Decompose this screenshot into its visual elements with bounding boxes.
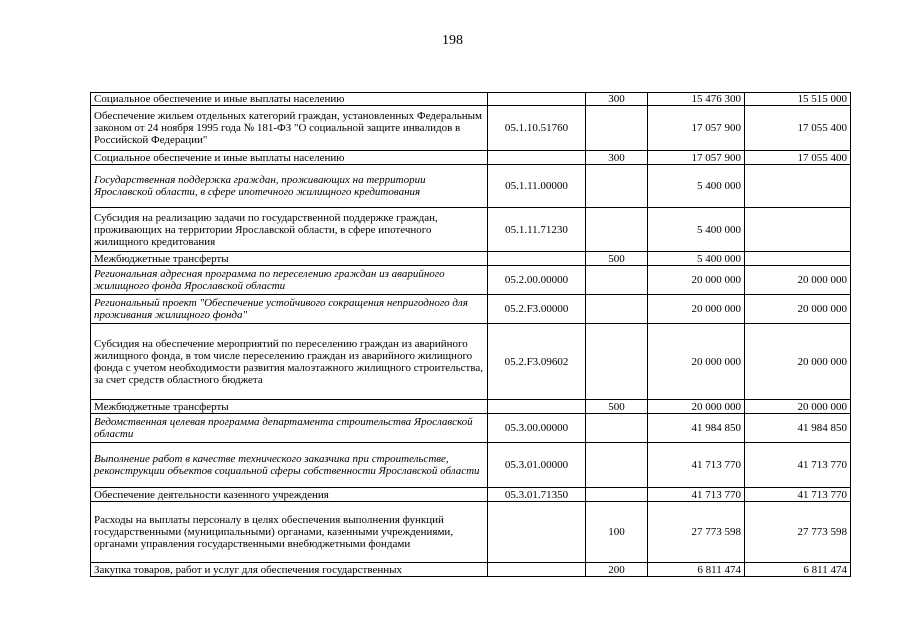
row-code-cell: 05.2.00.00000 bbox=[488, 266, 586, 295]
table-row bbox=[91, 414, 851, 443]
table-row bbox=[91, 400, 851, 414]
row-expense-type-cell: 100 bbox=[586, 502, 648, 563]
row-code-cell bbox=[488, 93, 586, 106]
row-amount-year2-cell: 20 000 000 bbox=[745, 324, 851, 400]
row-code-cell: 05.1.11.00000 bbox=[488, 165, 586, 208]
row-amount-year1-cell: 17 057 900 bbox=[648, 106, 745, 151]
table-row bbox=[91, 93, 851, 106]
row-code-cell: 05.3.00.00000 bbox=[488, 414, 586, 443]
row-name-cell: Выполнение работ в качестве технического заказчика при строительстве, реконструкции объектов социальной сферы собственности Ярославской области bbox=[91, 443, 488, 488]
table-row bbox=[91, 324, 851, 400]
table-row bbox=[91, 208, 851, 252]
row-expense-type-cell: 300 bbox=[586, 93, 648, 106]
row-amount-year2-cell bbox=[745, 165, 851, 208]
row-name-cell: Межбюджетные трансферты bbox=[91, 252, 488, 266]
table-row bbox=[91, 443, 851, 488]
table-row bbox=[91, 106, 851, 151]
row-code-cell bbox=[488, 400, 586, 414]
row-expense-type-cell bbox=[586, 295, 648, 324]
table-row bbox=[91, 266, 851, 295]
row-name-cell: Обеспечение деятельности казенного учреждения bbox=[91, 488, 488, 502]
row-expense-type-cell bbox=[586, 266, 648, 295]
row-amount-year2-cell: 20 000 000 bbox=[745, 295, 851, 324]
budget-table bbox=[90, 92, 851, 577]
row-code-cell: 05.1.10.51760 bbox=[488, 106, 586, 151]
row-expense-type-cell bbox=[586, 488, 648, 502]
row-amount-year1-cell: 20 000 000 bbox=[648, 400, 745, 414]
row-amount-year1-cell: 20 000 000 bbox=[648, 266, 745, 295]
row-expense-type-cell bbox=[586, 208, 648, 252]
row-amount-year2-cell bbox=[745, 252, 851, 266]
row-name-cell: Субсидия на реализацию задачи по государственной поддержке граждан, проживающих на территории Ярославской области, в сфере ипотечного жилищного кредитования bbox=[91, 208, 488, 252]
row-expense-type-cell: 300 bbox=[586, 151, 648, 165]
row-code-cell bbox=[488, 252, 586, 266]
row-name-cell: Региональный проект "Обеспечение устойчивого сокращения непригодного для проживания жилищного фонда" bbox=[91, 295, 488, 324]
table-row bbox=[91, 563, 851, 577]
row-code-cell: 05.2.F3.00000 bbox=[488, 295, 586, 324]
row-name-cell: Закупка товаров, работ и услуг для обеспечения государственных bbox=[91, 563, 488, 577]
row-name-cell: Социальное обеспечение и иные выплаты населению bbox=[91, 151, 488, 165]
row-amount-year1-cell: 5 400 000 bbox=[648, 165, 745, 208]
row-expense-type-cell bbox=[586, 324, 648, 400]
row-expense-type-cell: 500 bbox=[586, 252, 648, 266]
row-amount-year1-cell: 41 713 770 bbox=[648, 443, 745, 488]
row-name-cell: Ведомственная целевая программа департамента строительства Ярославской области bbox=[91, 414, 488, 443]
row-code-cell: 05.1.11.71230 bbox=[488, 208, 586, 252]
row-amount-year2-cell: 6 811 474 bbox=[745, 563, 851, 577]
row-expense-type-cell bbox=[586, 106, 648, 151]
table-row bbox=[91, 151, 851, 165]
row-name-cell: Государственная поддержка граждан, проживающих на территории Ярославской области, в сфере ипотечного жилищного кредитования bbox=[91, 165, 488, 208]
row-amount-year1-cell: 41 713 770 bbox=[648, 488, 745, 502]
row-amount-year1-cell: 5 400 000 bbox=[648, 208, 745, 252]
row-amount-year1-cell: 41 984 850 bbox=[648, 414, 745, 443]
row-amount-year1-cell: 20 000 000 bbox=[648, 295, 745, 324]
table-row bbox=[91, 488, 851, 502]
row-amount-year2-cell: 20 000 000 bbox=[745, 266, 851, 295]
row-amount-year2-cell: 20 000 000 bbox=[745, 400, 851, 414]
row-expense-type-cell: 500 bbox=[586, 400, 648, 414]
row-expense-type-cell: 200 bbox=[586, 563, 648, 577]
row-code-cell bbox=[488, 563, 586, 577]
row-expense-type-cell bbox=[586, 165, 648, 208]
row-name-cell: Региональная адресная программа по переселению граждан из аварийного жилищного фонда Ярославской области bbox=[91, 266, 488, 295]
row-amount-year2-cell: 17 055 400 bbox=[745, 106, 851, 151]
row-name-cell: Субсидия на обеспечение мероприятий по переселению граждан из аварийного жилищного фонда, в том числе переселению граждан из аварийного жилищного фонда с учетом необходимости развития малоэтажного жилищного строительства, за счет средств областного бюджета bbox=[91, 324, 488, 400]
row-code-cell bbox=[488, 502, 586, 563]
budget-table-body bbox=[91, 93, 851, 577]
row-name-cell: Социальное обеспечение и иные выплаты населению bbox=[91, 93, 488, 106]
row-amount-year2-cell: 27 773 598 bbox=[745, 502, 851, 563]
row-code-cell: 05.2.F3.09602 bbox=[488, 324, 586, 400]
row-amount-year2-cell: 41 984 850 bbox=[745, 414, 851, 443]
row-amount-year2-cell: 17 055 400 bbox=[745, 151, 851, 165]
row-amount-year2-cell: 41 713 770 bbox=[745, 488, 851, 502]
row-name-cell: Межбюджетные трансферты bbox=[91, 400, 488, 414]
row-amount-year1-cell: 6 811 474 bbox=[648, 563, 745, 577]
table-row bbox=[91, 252, 851, 266]
row-amount-year1-cell: 27 773 598 bbox=[648, 502, 745, 563]
row-name-cell: Расходы на выплаты персоналу в целях обеспечения выполнения функций государственными (муниципальными) органами, казенными учреждениями, органами управления государственными внебюджетными фондами bbox=[91, 502, 488, 563]
table-row bbox=[91, 502, 851, 563]
row-code-cell: 05.3.01.00000 bbox=[488, 443, 586, 488]
row-amount-year1-cell: 20 000 000 bbox=[648, 324, 745, 400]
row-code-cell: 05.3.01.71350 bbox=[488, 488, 586, 502]
row-expense-type-cell bbox=[586, 414, 648, 443]
row-amount-year2-cell: 15 515 000 bbox=[745, 93, 851, 106]
row-amount-year2-cell: 41 713 770 bbox=[745, 443, 851, 488]
row-amount-year2-cell bbox=[745, 208, 851, 252]
row-amount-year1-cell: 5 400 000 bbox=[648, 252, 745, 266]
row-code-cell bbox=[488, 151, 586, 165]
table-row bbox=[91, 295, 851, 324]
table-row bbox=[91, 165, 851, 208]
row-name-cell: Обеспечение жильем отдельных категорий граждан, установленных Федеральным законом от 24 ноября 1995 года № 181-ФЗ "О социальной защите инвалидов в Российской Федерации" bbox=[91, 106, 488, 151]
page-number: 198 bbox=[442, 33, 463, 48]
row-amount-year1-cell: 15 476 300 bbox=[648, 93, 745, 106]
row-expense-type-cell bbox=[586, 443, 648, 488]
row-amount-year1-cell: 17 057 900 bbox=[648, 151, 745, 165]
